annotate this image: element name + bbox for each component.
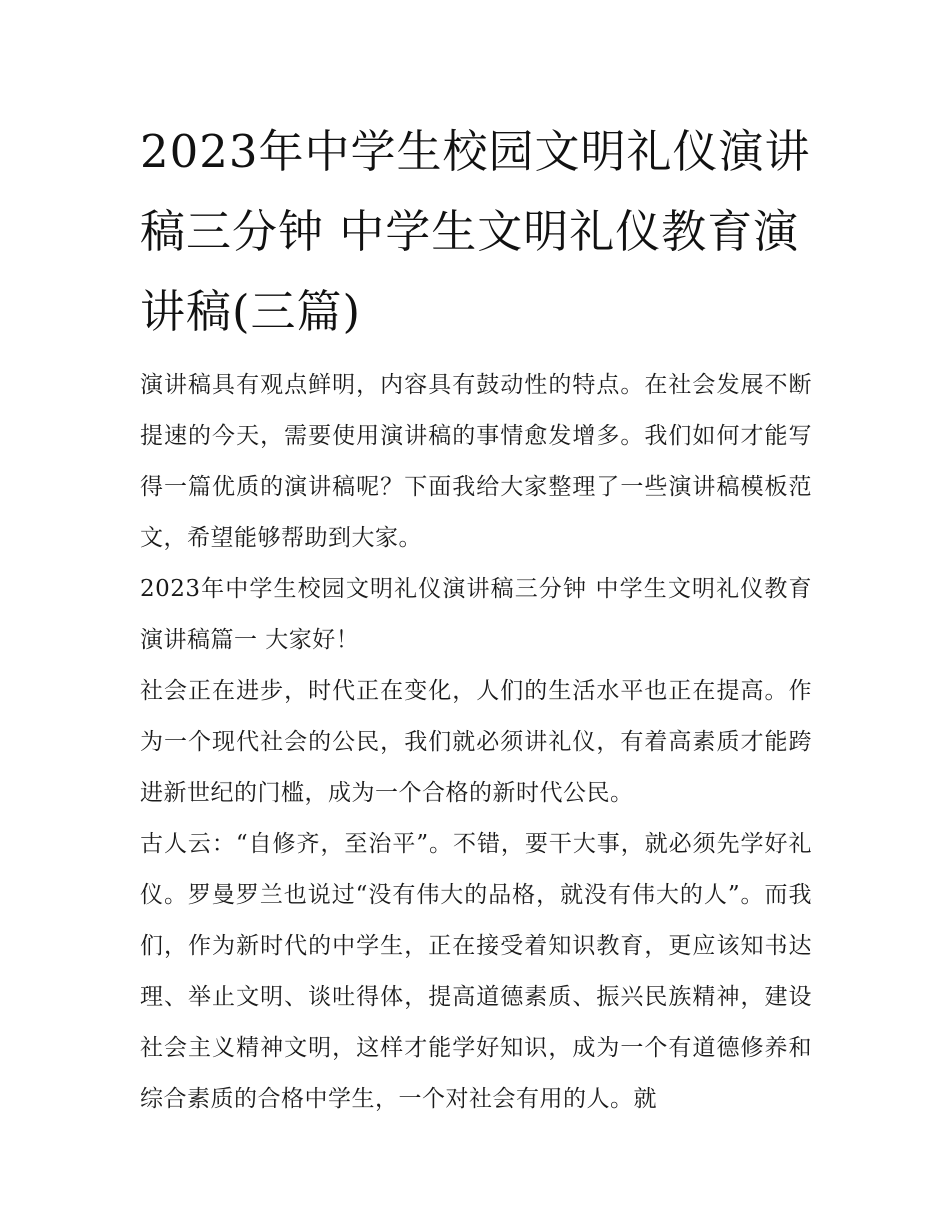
body-paragraph: 社会正在进步，时代正在变化，人们的生活水平也正在提高。作为一个现代社会的公民，我们就必须讲礼仪，有着高素质才能跨进新世纪的门槛，成为一个合格的新时代公民。	[140, 678, 812, 806]
intro-paragraph: 演讲稿具有观点鲜明，内容具有鼓动性的特点。在社会发展不断提速的今天，需要使用演讲稿的事情愈发增多。我们如何才能写得一篇优质的演讲稿呢？下面我给大家整理了一些演讲稿模板范文，希望能够帮助到大家。	[140, 372, 812, 551]
section-heading-paragraph: 2023年中学生校园文明礼仪演讲稿三分钟 中学生文明礼仪教育演讲稿篇一 大家好！	[140, 576, 812, 653]
document-title: 2023年中学生校园文明礼仪演讲稿三分钟 中学生文明礼仪教育演讲稿(三篇)	[140, 125, 811, 338]
document-body	[140, 112, 812, 1125]
body-paragraph: 古人云：“自修齐，至治平”。不错，要干大事，就必须先学好礼仪。罗曼罗兰也说过“没有伟大的品格，就没有伟大的人”。而我们，作为新时代的中学生，正在接受着知识教育，更应该知书达理、举止文明、谈吐得体，提高道德素质、振兴民族精神，建设社会主义精神文明，这样才能学好知识，成为一个有道德修养和综合素质的合格中学生，一个对社会有用的人。就	[140, 831, 812, 1112]
